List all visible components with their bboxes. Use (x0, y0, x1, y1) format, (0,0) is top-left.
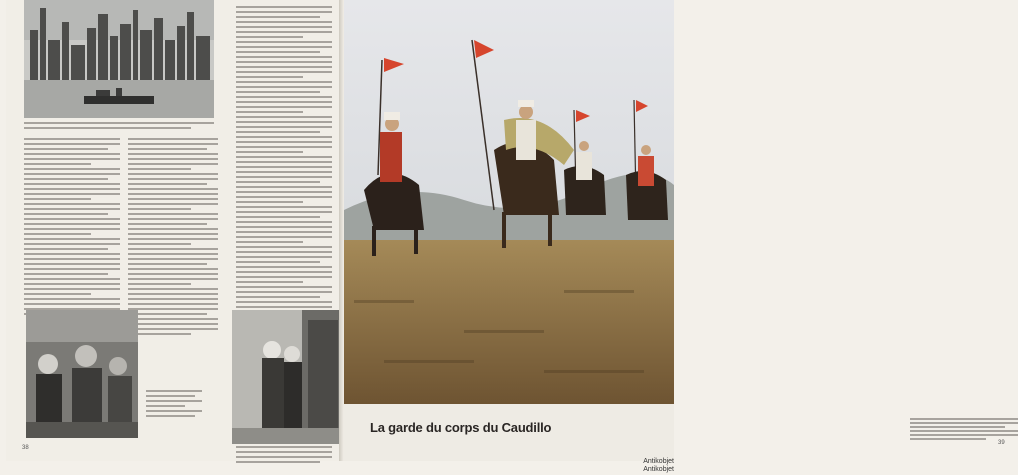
caption-crowd (146, 390, 202, 420)
new-york-skyline-photo (24, 0, 214, 118)
middle-column-text (128, 138, 218, 338)
article-title: La garde du corps du Caudillo (370, 420, 552, 435)
right-page-number: 39 (998, 440, 1005, 446)
crowd-photo (26, 310, 138, 438)
watermark (643, 458, 674, 474)
right-page (344, 0, 1005, 461)
left-page (6, 0, 340, 461)
left-column-text (24, 138, 120, 318)
caption-skyline (24, 122, 214, 132)
caption-cavalry (910, 418, 1018, 442)
cavalry-guard-photo (344, 0, 674, 404)
station-photo (232, 310, 344, 444)
watermark-line-2: Antikobjet (643, 466, 674, 473)
watermark-line-1: Antikobjet (643, 458, 674, 465)
left-page-number: 38 (22, 445, 29, 451)
